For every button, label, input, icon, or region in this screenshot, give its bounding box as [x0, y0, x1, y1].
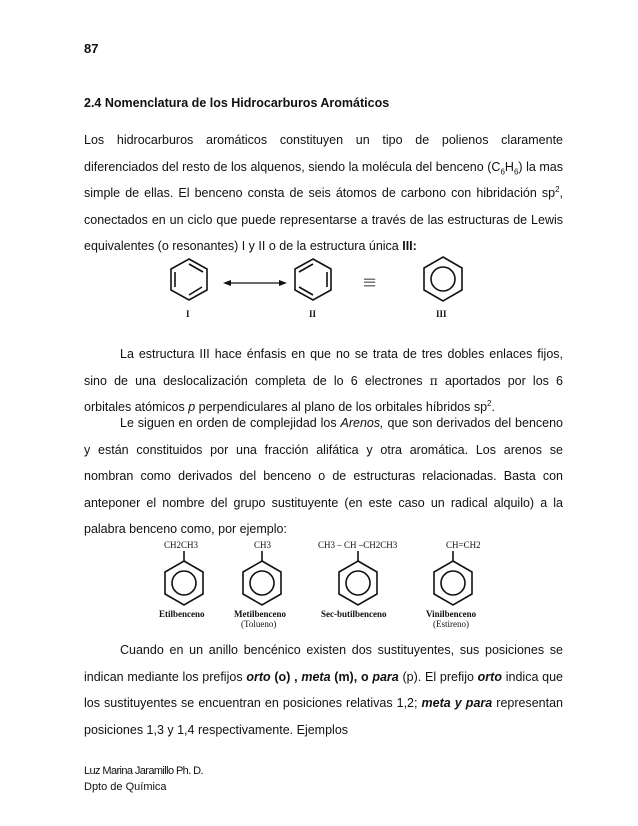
paragraph-ortho-meta-para	[84, 637, 563, 743]
text: Le siguen en orden de complejidad los	[120, 416, 341, 430]
superscript: 2	[555, 184, 560, 194]
paragraph-intro	[84, 127, 563, 260]
styrene-structure	[426, 540, 481, 629]
text: que son derivados del benceno y están constituidos por una fracción alifática y otra aromática. Los arenos se nombran como derivados del benceno o de estructuras relacionadas. Basta con anteponer el nombre del grupo sustituyente (en este caso un radical alquilo) a la palabra benceno como, por ejemplo:	[84, 416, 563, 536]
benzene-structures-figure	[165, 255, 485, 327]
paragraph-structure-iii	[84, 341, 563, 421]
substituent-label: CH=CH2	[446, 540, 481, 550]
paragraph-arenos	[84, 410, 563, 543]
text: , conectados en un ciclo que puede representarse a través de las estructuras de Lewis equivalentes (o resonantes) I y II o de la estructura única	[84, 186, 563, 253]
italic-text: Arenos,	[340, 416, 384, 430]
equivalence-symbol: ≡	[362, 272, 378, 293]
bold-italic-text: orto	[246, 669, 271, 684]
text: Cuando en un anillo bencénico existen dos sustituyentes, sus posiciones se indican mediante los prefijos	[84, 643, 563, 684]
label-i: I	[186, 309, 190, 319]
text: aportados por los 6 orbitales atómicos	[84, 373, 563, 414]
page-footer	[84, 763, 203, 795]
compound-name: Sec-butilbenceno	[321, 609, 387, 619]
footer-department: Dpto de Química	[84, 781, 167, 793]
substituent-label: CH2CH3	[164, 540, 199, 550]
bold-text: (m), o	[330, 669, 373, 684]
compound-name: Etilbenceno	[159, 609, 205, 619]
bold-text: (o) ,	[270, 669, 302, 684]
text: indica que los sustituyentes se encuentran en posiciones relativas 1,2;	[84, 669, 564, 710]
compound-name: Vinilbenceno	[426, 609, 477, 619]
text: ) la mas simple de ellas. El benceno consta de seis átomos de carbono con hibridación sp	[84, 159, 564, 200]
ethylbenzene-structure	[159, 540, 205, 619]
compound-name: Metilbenceno	[234, 609, 286, 619]
bold-italic-text: meta	[301, 669, 331, 684]
text: Los hidrocarburos aromáticos constituyen un tipo de polienos claramente diferenciados del resto de los alquenos, siendo la molécula del benceno (C	[84, 133, 563, 174]
text: perpendiculares al plano de los orbitales híbridos sp	[195, 400, 488, 414]
text: H	[504, 159, 514, 174]
bold-italic-text: para	[372, 669, 399, 684]
kekule-structure-ii	[295, 259, 331, 300]
page-number: 87	[84, 41, 99, 56]
arenes-figure	[150, 537, 500, 629]
bold-text: III:	[402, 239, 417, 253]
superscript: 2	[487, 398, 492, 408]
text: (p). El prefijo	[398, 669, 478, 684]
resonance-arrow	[223, 280, 287, 286]
compound-alt-name: (Estireno)	[433, 619, 469, 629]
sec-butylbenzene-structure	[318, 540, 398, 619]
section-title: 2.4 Nomenclatura de los Hidrocarburos Aromáticos	[84, 96, 390, 110]
text: La estructura III hace énfasis en que no se trata de tres dobles enlaces fijos, sino de una deslocalización completa de lo 6 electrones	[84, 347, 563, 388]
delocalized-structure-iii	[424, 257, 462, 301]
text: representan posiciones 1,3 y 1,4 respectivamente. Ejemplos	[84, 696, 563, 737]
bold-italic-text: orto	[477, 669, 502, 684]
label-ii: II	[309, 309, 317, 319]
bold-italic-text: meta y para	[421, 696, 493, 710]
toluene-structure	[234, 540, 286, 629]
substituent-label: CH3	[254, 540, 272, 550]
kekule-structure-i	[171, 259, 207, 300]
footer-author: Luz Marina Jaramillo Ph. D.	[84, 765, 203, 777]
substituent-label: CH3 – CH –CH2CH3	[318, 540, 398, 550]
compound-alt-name: (Tolueno)	[241, 619, 277, 629]
subscript: 6	[500, 167, 505, 176]
text: .	[491, 400, 495, 414]
pi-symbol: π	[429, 372, 438, 388]
italic-text: p	[188, 400, 196, 414]
label-iii: III	[436, 309, 447, 319]
subscript: 6	[513, 167, 519, 176]
